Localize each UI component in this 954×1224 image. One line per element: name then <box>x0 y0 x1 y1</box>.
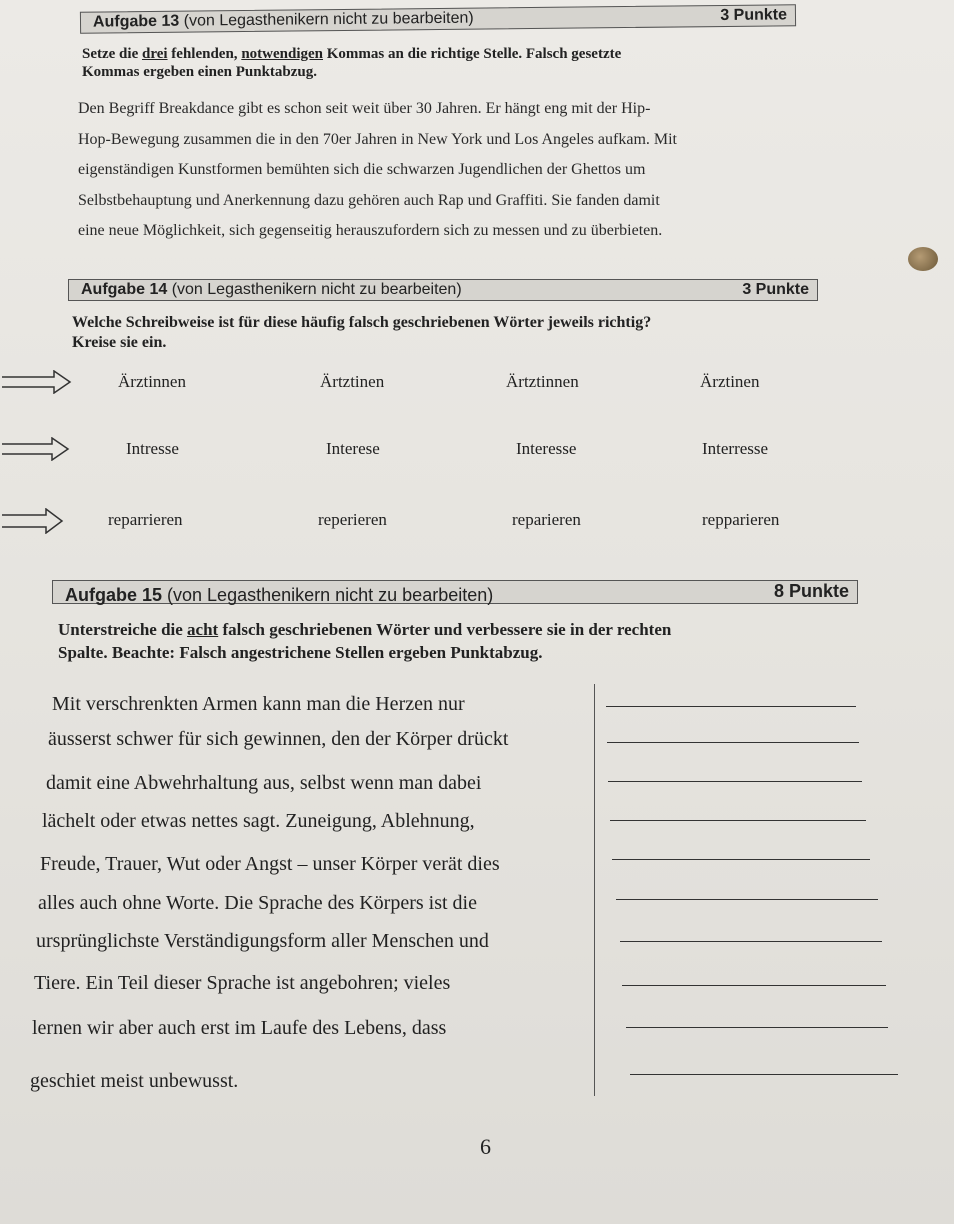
answer-line[interactable] <box>616 899 878 900</box>
task13-points: 3 Punkte <box>720 6 788 25</box>
text-line: äusserst schwer für sich gewinnen, den der Körper drückt <box>48 728 509 750</box>
text-line: Den Begriff Breakdance gibt es schon seit weit über 30 Jahren. Er hängt eng mit der Hip- <box>78 100 651 117</box>
task15-instruction: Unterstreiche die acht falsch geschriebenen Wörter und verbessere sie in der rechten Spalte. Beachte: Falsch angestrichene Stellen ergeben Punktabzug. <box>58 620 672 662</box>
answer-line[interactable] <box>608 781 862 782</box>
answer-line[interactable] <box>607 742 859 743</box>
column-divider <box>594 684 595 1096</box>
text-line: lächelt oder etwas nettes sagt. Zuneigung, Ablehnung, <box>42 810 475 832</box>
task13-instruction: Setze die drei fehlenden, notwendigen Kommas an die richtige Stelle. Falsch gesetzte Kommas ergeben einen Punktabzug. <box>82 46 622 80</box>
word-option[interactable]: Ärztinnen <box>118 372 186 391</box>
arrow-right-icon <box>0 437 72 461</box>
word-option[interactable]: Ärtztinen <box>320 372 385 391</box>
text-line: eigenständigen Kunstformen bemühten sich die schwarzen Jugendlichen der Ghettos um <box>78 161 646 178</box>
text-line: Selbstbehauptung und Anerkennung dazu gehören auch Rap und Graffiti. Sie fanden damit <box>78 191 660 209</box>
pushpin-shadow <box>908 247 938 271</box>
text-line: Tiere. Ein Teil dieser Sprache ist angebohren; vieles <box>34 972 451 994</box>
text-line: Mit verschrenkten Armen kann man die Herzen nur <box>52 693 465 715</box>
task15-points: 8 Punkte <box>773 581 849 601</box>
word-option[interactable]: Ärztinen <box>700 372 760 391</box>
text-line: alles auch ohne Worte. Die Sprache des Körpers ist die <box>38 892 477 914</box>
task14-header <box>68 279 818 301</box>
text-line: ursprünglichste Verständigungsform aller Menschen und <box>36 930 489 952</box>
task14-title: Aufgabe 14 (von Legasthenikern nicht zu bearbeiten) <box>81 281 462 298</box>
text-line: Freude, Trauer, Wut oder Angst – unser Körper verät dies <box>40 853 500 875</box>
arrow-right-icon <box>0 370 72 394</box>
answer-line[interactable] <box>630 1074 898 1075</box>
answer-line[interactable] <box>610 820 866 821</box>
task13-title: Aufgabe 13 (von Legasthenikern nicht zu bearbeiten) <box>92 9 474 31</box>
word-option[interactable]: reparrieren <box>108 510 183 529</box>
task13-text <box>78 94 798 247</box>
answer-line[interactable] <box>606 706 856 707</box>
word-option[interactable]: Interesse <box>516 439 577 458</box>
text-line: geschiet meist unbewusst. <box>30 1070 239 1092</box>
answer-line[interactable] <box>620 941 882 942</box>
text-line: lernen wir aber auch erst im Laufe des Lebens, dass <box>32 1017 447 1039</box>
task15-header <box>52 580 858 604</box>
word-option[interactable]: Interese <box>326 439 380 458</box>
word-option[interactable]: Interresse <box>702 439 769 458</box>
word-option[interactable]: reparieren <box>512 510 581 529</box>
word-option[interactable]: Ärtztinnen <box>506 372 579 391</box>
answer-line[interactable] <box>626 1027 888 1028</box>
task14-instruction: Welche Schreibweise ist für diese häufig falsch geschriebenen Wörter jeweils richtig? Kreise sie ein. <box>72 314 652 351</box>
text-line: damit eine Abwehrhaltung aus, selbst wenn man dabei <box>46 772 482 794</box>
task14-points: 3 Punkte <box>742 281 809 298</box>
text-line: Hop-Bewegung zusammen die in den 70er Jahren in New York und Los Angeles aufkam. Mit <box>78 130 677 148</box>
task15-title: Aufgabe 15 (von Legasthenikern nicht zu bearbeiten) <box>65 585 494 605</box>
answer-line[interactable] <box>622 985 886 986</box>
word-option[interactable]: Intresse <box>126 439 179 458</box>
word-row-1 <box>0 372 954 396</box>
task13-header <box>80 4 796 33</box>
word-row-2 <box>0 439 954 463</box>
word-option[interactable]: reperieren <box>318 510 387 529</box>
word-option[interactable]: repparieren <box>702 510 780 529</box>
text-line: eine neue Möglichkeit, sich gegenseitig herauszufordern sich zu messen und zu überbieten. <box>78 222 663 239</box>
word-row-3 <box>0 510 954 534</box>
page-number: 6 <box>480 1134 491 1159</box>
answer-line[interactable] <box>612 859 870 860</box>
arrow-right-icon <box>0 508 72 534</box>
